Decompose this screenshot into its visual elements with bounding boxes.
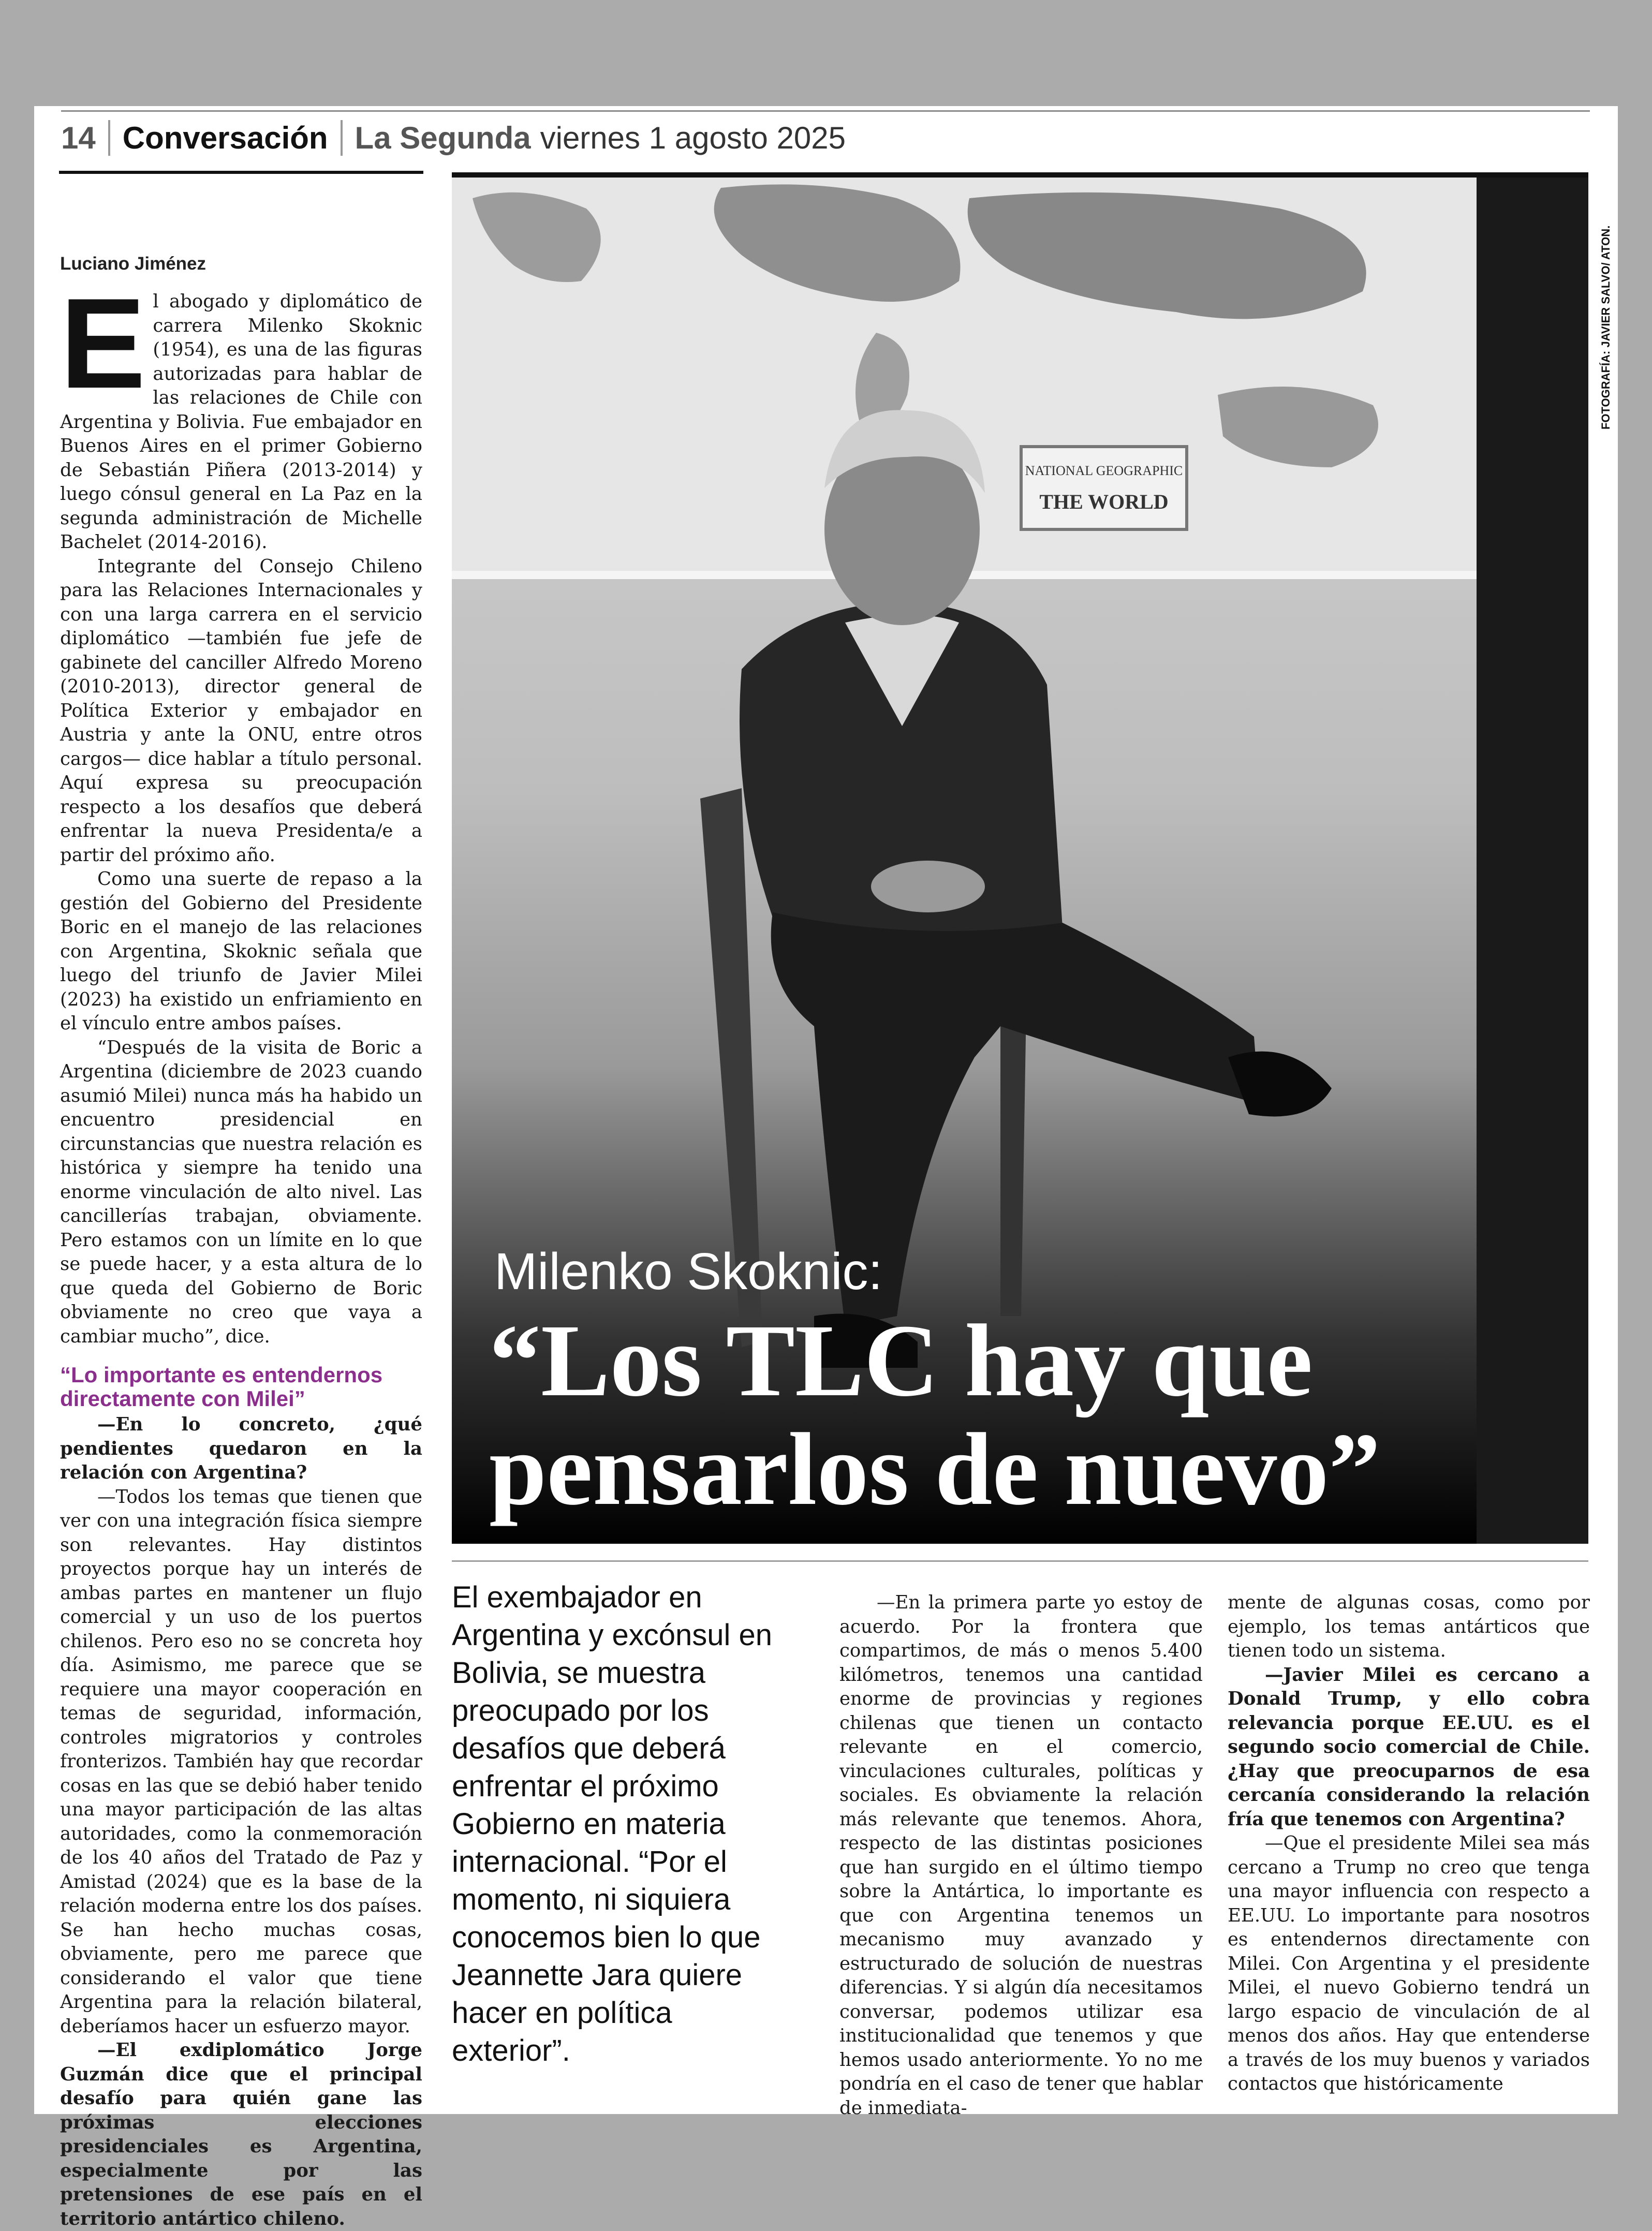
drop-cap: E bbox=[60, 271, 146, 415]
answer: —En la primera parte yo estoy de acuerdo. Por la frontera que compartimos, de más o menos 5.400 kilómetros, tenemos una cantidad enorme de provincias y regiones chilenas que tienen un contacto relevante en el comercio, vinculaciones culturales, políticas y sociales. Es obviamente la relación más relevante que tenemos. Ahora, respecto de las distintas posiciones que han surgido en el último tiempo sobre la Antártica, lo importante es que con Argentina tenemos un mecanismo muy avanzado y estructurado de solución de nuestras diferencias. Y si algún día necesitamos conversar, podemos utilizar esa institucionalidad que tenemos y que hemos usado anteriormente. Yo no me pondría en el caso de tener que hablar de inmediata- bbox=[839, 1592, 1203, 2119]
question: —Javier Milei es cercano a Donald Trump, y ello cobra relevancia porque EE.UU. es el segundo socio comercial de Chile. ¿Hay que preocuparnos de esa cercanía considerando la relación fría que tenemos con Argentina? bbox=[1228, 1664, 1590, 1830]
answer: —Que el presidente Milei sea más cercano a Trump no creo que tenga una mayor influencia con respecto a EE.UU. Lo importante para nosotros es entendernos directamente con Milei. Con Argentina y el presidente Milei, el nuevo Gobierno tendrá un largo espacio de vinculación de al menos dos años. Hay que entenderse a través de los muy buenos y variados contactos que históricamente bbox=[1228, 1833, 1590, 2094]
photo-credit: FOTOGRAFÍA: JAVIER SALVO/ ATON. bbox=[1599, 225, 1612, 430]
page-header bbox=[61, 118, 846, 157]
question: —En lo concreto, ¿qué pendientes quedaron en la relación con Argentina? bbox=[60, 1414, 422, 1483]
article-column-right bbox=[1228, 1591, 1590, 2096]
byline: Luciano Jiménez bbox=[60, 254, 207, 274]
standfirst: El exembajador en Argentina y excónsul en Bolivia, se muestra preocupado por los desafíos que deberá enfrentar el próximo Gobierno en materia internacional. “Por el momento, ni siquiera conocemos bien lo que Jeannette Jara quiere hacer en política exterior”. bbox=[452, 1580, 773, 2067]
column-top-rule bbox=[59, 171, 423, 174]
section-divider bbox=[452, 1560, 1588, 1562]
map-label-publisher: NATIONAL GEOGRAPHIC bbox=[1025, 463, 1183, 478]
article-column-left bbox=[60, 271, 422, 2231]
body-paragraph: Integrante del Consejo Chileno para las Relaciones Internacionales y con una larga carrera en el servicio diplomático —también fue jefe de gabinete del canciller Alfredo Moreno (2010-2013), director general de Política Exterior y embajador en Austria y ante la ONU, entre otros cargos— dice hablar a título personal. Aquí expresa su preocupación respecto a los desafíos que deberá enfrentar la nueva Presidenta/e a partir del próximo año. bbox=[60, 555, 422, 866]
article-column-middle bbox=[839, 1591, 1203, 2120]
issue-date: viernes 1 agosto 2025 bbox=[540, 120, 846, 155]
answer-continued: mente de algunas cosas, como por ejemplo, los temas antárticos que tienen todo un sistema. bbox=[1228, 1592, 1590, 1661]
newspaper-name: La Segunda bbox=[341, 120, 531, 156]
body-paragraph: “Después de la visita de Boric a Argentina (diciembre de 2023 cuando asumió Milei) nunca más ha habido un encuentro presidencial en circunstancias que nuestra relación es histórica y siempre ha tenido una enorme vinculación de alto nivel. Las cancillerías trabajan, obviamente. Pero estamos con un límite en lo que se puede hacer, y a esta altura de lo que queda del Gobierno de Boric obviamente no creo que vaya a cambiar mucho”, dice. bbox=[60, 1037, 422, 1347]
interviewee-name: Milenko Skoknic: bbox=[494, 1243, 883, 1301]
map-label-title: THE WORLD bbox=[1039, 490, 1169, 513]
page-number: 14 bbox=[61, 120, 96, 155]
question: —El exdiplomático Jorge Guzmán dice que el principal desafío para quién gane las próximas elecciones presidenciales es Argentina, especialmente por las pretensiones de ese país en el territorio antártico chileno. bbox=[60, 2040, 422, 2229]
body-paragraph: Como una suerte de repaso a la gestión del Gobierno del Presidente Boric en el manejo de las relaciones con Argentina, Skoknic señala que luego del triunfo de Javier Milei (2023) ha existido un enfriamiento en el vínculo entre ambos países. bbox=[60, 868, 422, 1034]
headline: “Los TLC hay que pensarlos de nuevo” bbox=[489, 1304, 1381, 1527]
intro-paragraph: El abogado y diplomático de carrera Milenko Skoknic (1954), es una de las figuras autorizadas para hablar de las relaciones de Chile con Argentina y Bolivia. Fue embajador en Buenos Aires en el primer Gobierno de Sebastián Piñera (2013-2014) y luego cónsul general en La Paz en la segunda administración de Michelle Bachelet (2014-2016). bbox=[60, 271, 422, 553]
answer: —Todos los temas que tienen que ver con una integración física siempre son relevantes. Hay distintos proyectos porque hay un interés de ambas partes en mantener un flujo comercial y un uso de los puertos chilenos. Pero eso no se concreta hoy día. Asimismo, me parece que se requiere una mayor cooperación en temas de seguridad, información, controles migratorios y controles fronterizos. También hay que recordar cosas en las que se debió haber tenido una mayor participación de las altas autoridades, como la conmemoración de los 40 años del Tratado de Paz y Amistad (2024) que es la base de la relación moderna entre los dos países. Se han hecho muchas cosas, obviamente, pero me parece que considerando el valor que tiene Argentina para la relación bilateral, deberíamos hacer un esfuerzo mayor. bbox=[60, 1486, 422, 2037]
subheading: “Lo importante es entendernos directamente con Milei” bbox=[60, 1363, 383, 1411]
header-rule bbox=[61, 110, 1590, 112]
section-name: Conversación bbox=[108, 120, 341, 156]
